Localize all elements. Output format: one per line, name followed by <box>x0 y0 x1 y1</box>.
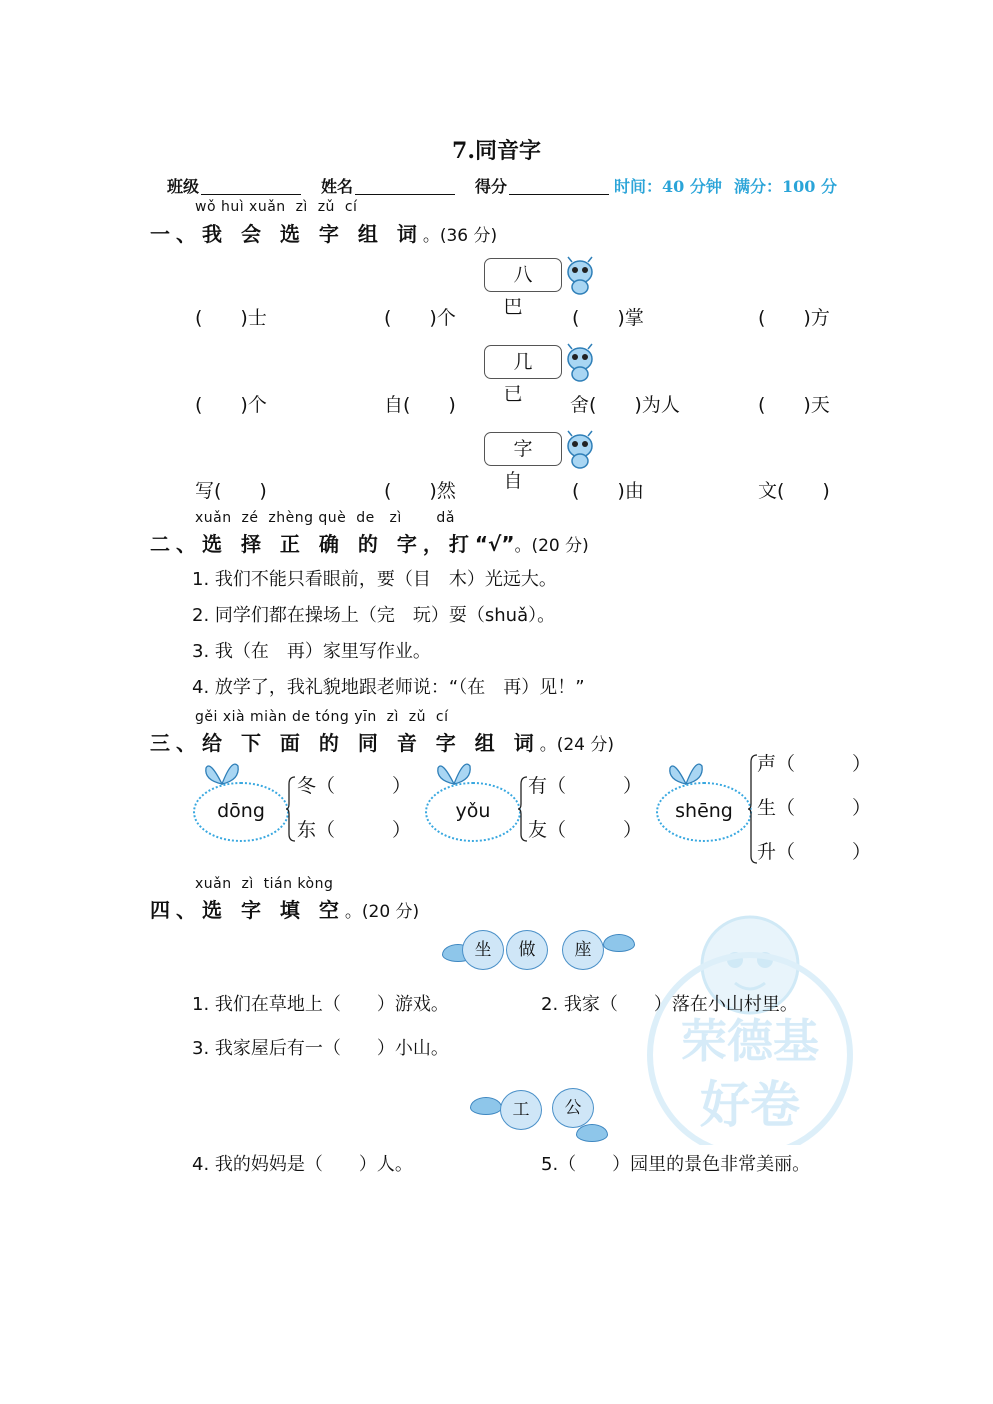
s2-score: 。(20 分) <box>514 536 589 556</box>
s3-heading <box>150 727 614 756</box>
s2-pinyin: xuǎn zé zhèng què de zì dǎ <box>195 510 455 526</box>
choice-bubble-4: 工 <box>500 1090 542 1130</box>
class-label: 班级 <box>167 177 200 196</box>
s1-g2-item-1[interactable]: ( )个 <box>195 394 267 416</box>
s1-g1-item-4[interactable]: ( )方 <box>758 307 830 329</box>
choice-bubble-5: 公 <box>552 1088 594 1128</box>
s4-pinyin: xuǎn zì tián kòng <box>195 876 334 892</box>
s1-pinyin: wǒ huì xuǎn zì zǔ cí <box>195 199 358 215</box>
name-label: 姓名 <box>321 177 354 196</box>
pinyin-oval-you: yǒu <box>425 782 521 842</box>
leaf-icon <box>576 1124 608 1142</box>
s3-you-item-2[interactable]: 友（ ） <box>528 819 643 841</box>
s3-dong-item-2[interactable]: 东（ ） <box>297 819 412 841</box>
s4-question-4[interactable]: 4. 我的妈妈是（ ）人。 <box>192 1154 413 1175</box>
s3-score: 。(24 分) <box>539 735 615 755</box>
brace-icon <box>286 776 296 842</box>
s3-pinyin: gěi xià miàn de tóng yīn zì zǔ cí <box>195 709 449 725</box>
s1-g3-item-2[interactable]: ( )然 <box>384 480 456 502</box>
s2-heading-text: 二、选 择 正 确 的 字，打 <box>150 532 475 556</box>
s1-g1-item-1[interactable]: ( )士 <box>195 307 267 329</box>
s2-heading <box>150 528 589 557</box>
s4-question-1[interactable]: 1. 我们在草地上（ ）游戏。 <box>192 994 449 1015</box>
score-label: 得分 <box>475 177 508 196</box>
s1-g2-item-4[interactable]: ( )天 <box>758 394 830 416</box>
s4-heading-text: 四、选 字 填 空 <box>150 898 345 922</box>
s1-g1-item-2[interactable]: ( )个 <box>384 307 456 329</box>
s3-you-item-1[interactable]: 有（ ） <box>528 775 643 797</box>
name-field[interactable] <box>355 176 455 195</box>
s4-question-5[interactable]: 5.（ ）园里的景色非常美丽。 <box>541 1154 811 1175</box>
s4-question-3[interactable]: 3. 我家屋后有一（ ）小山。 <box>192 1038 449 1059</box>
leaf-icon <box>470 1097 502 1115</box>
s1-heading <box>150 218 497 247</box>
watermark-line2: 好卷 <box>700 1076 800 1134</box>
bug-icon <box>562 256 598 296</box>
s3-sheng-item-2[interactable]: 生（ ） <box>757 797 872 819</box>
s1-g2-item-2[interactable]: 自( ) <box>384 394 456 416</box>
watermark <box>640 895 860 1145</box>
s1-g3-item-4[interactable]: 文( ) <box>758 480 830 502</box>
s1-g3-item-1[interactable]: 写( ) <box>195 480 267 502</box>
s1-g3-item-3[interactable]: ( )由 <box>572 480 644 502</box>
s1-g1-item-3[interactable]: ( )掌 <box>572 307 644 329</box>
s1-choice-box-2: 几已 <box>484 345 562 379</box>
choice-bubble-2: 做 <box>506 930 548 970</box>
s1-choice-box-3: 字自 <box>484 432 562 466</box>
s2-question-2[interactable]: 2. 同学们都在操场上（完 玩）耍（shuǎ）。 <box>192 605 556 626</box>
s3-sheng-item-1[interactable]: 声（ ） <box>757 753 872 775</box>
time-limit: 时间：40 分钟 <box>614 177 722 196</box>
s3-dong-item-1[interactable]: 冬（ ） <box>297 775 412 797</box>
s2-question-1[interactable]: 1. 我们不能只看眼前，要（目 木）光远大。 <box>192 569 557 590</box>
s1-score: 。(36 分) <box>422 226 498 246</box>
s3-heading-text: 三、给 下 面 的 同 音 字 组 词 <box>150 731 540 755</box>
pinyin-oval-dong: dōng <box>193 782 289 842</box>
s2-question-4[interactable]: 4. 放学了，我礼貌地跟老师说：“（在 再）见！” <box>192 677 585 698</box>
page-title: 7.同音字 <box>452 138 541 164</box>
s2-check-mark: “√” <box>474 532 515 556</box>
bug-icon <box>562 430 598 470</box>
score-field[interactable] <box>509 176 609 195</box>
s2-question-3[interactable]: 3. 我（在 再）家里写作业。 <box>192 641 431 662</box>
bug-icon <box>562 343 598 383</box>
pinyin-oval-sheng: shēng <box>656 782 752 842</box>
s4-question-2[interactable]: 2. 我家（ ）落在小山村里。 <box>541 994 798 1015</box>
s1-choice-box-1: 八巴 <box>484 258 562 292</box>
choice-bubble-1: 坐 <box>462 930 504 970</box>
s1-g2-item-3[interactable]: 舍( )为人 <box>570 394 680 416</box>
s1-heading-text: 一、我 会 选 字 组 词 <box>150 222 423 246</box>
class-field[interactable] <box>201 176 301 195</box>
full-score: 满分：100 分 <box>734 177 837 196</box>
leaf-icon <box>603 934 635 952</box>
brace-icon <box>518 776 528 842</box>
s3-sheng-item-3[interactable]: 升（ ） <box>757 841 872 863</box>
s4-heading <box>150 894 419 923</box>
watermark-line1: 荣德基 <box>681 1014 819 1068</box>
s4-score: 。(20 分) <box>344 902 420 922</box>
choice-bubble-3: 座 <box>562 930 604 970</box>
